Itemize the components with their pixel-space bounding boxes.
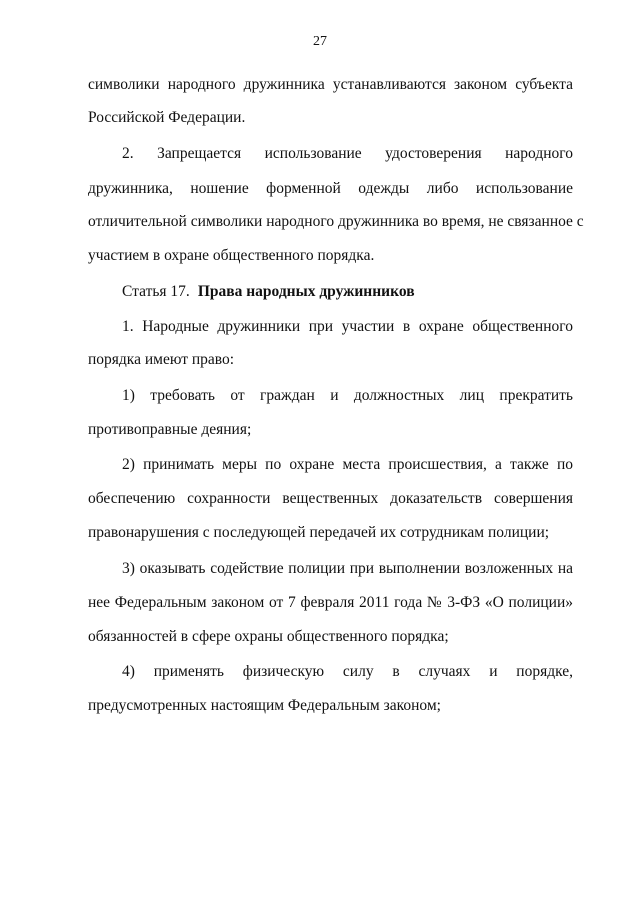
text-line: 1. Народные дружинники при участии в охране общественного: [122, 318, 573, 335]
text-line: участием в охране общественного порядка.: [88, 247, 375, 264]
text-line: 2) принимать меры по охране места происшествия, а также по: [122, 456, 573, 473]
text-line: 3) оказывать содействие полиции при выполнении возложенных на: [122, 560, 573, 577]
article-heading: [122, 282, 415, 302]
page-number: 27: [313, 34, 327, 49]
text-line: отличительной символики народного дружинника во время, не связанное с: [88, 213, 584, 230]
text-line: обязанностей в сфере охраны общественного порядка;: [88, 628, 449, 645]
text-line: символики народного дружинника устанавливаются законом субъекта: [88, 76, 573, 93]
text-line: обеспечению сохранности вещественных доказательств совершения: [88, 490, 573, 507]
text-line: нее Федеральным законом от 7 февраля 2011 года № 3-ФЗ «О полиции»: [88, 594, 573, 611]
article-title: Права народных дружинников: [197, 283, 415, 300]
text-line: правонарушения с последующей передачей их сотрудникам полиции;: [88, 524, 550, 541]
text-line: противоправные деяния;: [88, 421, 252, 438]
text-line: предусмотренных настоящим Федеральным законом;: [88, 697, 441, 714]
text-line: 2. Запрещается использование удостоверения народного: [122, 145, 573, 162]
text-line: дружинника, ношение форменной одежды либо использование: [88, 180, 573, 197]
text-line: Российской Федерации.: [88, 109, 246, 126]
text-line: 1) требовать от граждан и должностных лиц прекратить: [122, 387, 573, 404]
text-line: 4) применять физическую силу в случаях и порядке,: [122, 663, 573, 680]
text-line: порядка имеют право:: [88, 351, 235, 368]
article-label: Статья 17.: [122, 283, 190, 300]
